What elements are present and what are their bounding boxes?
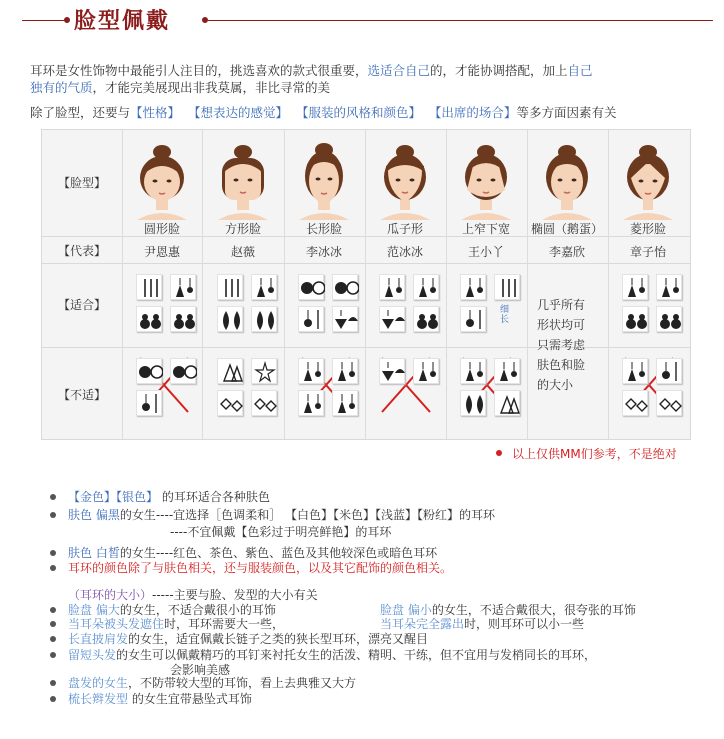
intro-text: 的，才能协调搭配，加上 xyxy=(430,63,568,78)
face-illustration-diamond xyxy=(615,140,681,220)
row-label-representative: 【代表】 xyxy=(57,244,106,258)
oval-note xyxy=(537,295,605,395)
earring-unsuitable-icon xyxy=(136,390,162,416)
face-name-square: 方形脸 xyxy=(224,222,261,236)
bullet-updo xyxy=(68,674,356,691)
bullet-dot-icon xyxy=(496,450,502,456)
earring-unsuitable-icon xyxy=(460,358,486,384)
earring-suitable-icon xyxy=(332,274,358,300)
representative-name: 王小丫 xyxy=(467,245,504,259)
earring-suitable-icon xyxy=(217,274,243,300)
factor-personality: 【性格】 xyxy=(130,105,181,120)
title-dot-left xyxy=(64,17,70,23)
bullet-dot-icon xyxy=(50,550,56,556)
bullet-dot-icon xyxy=(50,607,56,613)
title-bar xyxy=(0,4,724,34)
highlight: 长直披肩发 xyxy=(68,632,129,646)
representative-name: 章子怡 xyxy=(629,245,666,259)
intro-highlight: 选适合自己 xyxy=(367,63,431,78)
highlight: 当耳朵被头发遮住 xyxy=(68,617,165,631)
text: 的女生----宜选择［色调柔和］ 【白色】【米色】【浅蓝】【粉红】的耳环 xyxy=(119,508,495,522)
bullet-dot-icon xyxy=(50,512,56,518)
face-illustration-long xyxy=(291,140,357,220)
highlight: 肤色 白皙 xyxy=(68,546,120,560)
earring-unsuitable-icon xyxy=(494,358,520,384)
earring-suitable-icon xyxy=(413,306,439,332)
bullet-dot-icon xyxy=(50,636,56,642)
intro-paragraph xyxy=(30,62,690,96)
bullet-dot-icon xyxy=(50,696,56,702)
highlight: 盘发的女生 xyxy=(68,676,129,690)
highlight: 脸盘 偏大 xyxy=(68,603,120,617)
note-line: 只需考虑 xyxy=(537,338,586,352)
text: 的女生可以佩戴精巧的耳钉来衬托女生的活泼、精明、干练，但不宜用与发梢同长的耳环， xyxy=(116,648,597,662)
earring-unsuitable-icon xyxy=(251,390,277,416)
text: -----主要与脸、发型的大小有关 xyxy=(152,588,318,602)
highlight: 当耳朵完全露出 xyxy=(380,617,465,631)
note-line: 的大小 xyxy=(537,378,574,392)
table-divider xyxy=(202,130,203,439)
table-divider xyxy=(608,130,609,439)
earring-suitable-icon xyxy=(379,306,405,332)
highlight: 留短头发 xyxy=(68,648,117,662)
face-illustration-melon-seed xyxy=(372,140,438,220)
earring-unsuitable-icon xyxy=(413,358,439,384)
text: 时，则耳环可以小一些 xyxy=(464,617,585,631)
intro-highlight: 自己 xyxy=(567,63,593,78)
face-illustration-round xyxy=(129,140,195,220)
earring-unsuitable-icon xyxy=(217,390,243,416)
bullet-color-note: 耳环的颜色除了与肤色相关，还与服装颜色，以及其它配饰的颜色相关。 xyxy=(68,561,453,575)
bullet-dot-icon xyxy=(50,652,56,658)
note-line: 几乎所有 xyxy=(537,298,586,312)
table-divider xyxy=(284,130,285,439)
earring-unsuitable-icon xyxy=(656,358,682,384)
face-name-long: 长形脸 xyxy=(305,222,342,236)
representative-name: 赵薇 xyxy=(230,245,255,259)
earring-unsuitable-icon xyxy=(379,358,405,384)
earring-unsuitable-icon xyxy=(298,358,324,384)
bullet-long-hair xyxy=(68,630,428,647)
text: 的耳环适合各种肤色 xyxy=(158,490,270,504)
earring-suitable-icon xyxy=(413,274,439,300)
text: 的女生----红色、茶色、紫色、蓝色及其他较深色或暗色耳环 xyxy=(119,546,438,560)
earring-unsuitable-icon xyxy=(622,358,648,384)
earring-suitable-icon xyxy=(460,306,486,332)
text: 的女生，适宜佩戴长链子之类的狭长型耳环，漂亮又醒目 xyxy=(128,632,429,646)
earring-suitable-icon xyxy=(298,306,324,332)
table-divider xyxy=(42,263,690,264)
intro-text: 耳环是女性饰物中最能引人注目的，挑选喜欢的款式很重要， xyxy=(30,63,368,78)
representative-name: 李冰冰 xyxy=(305,245,342,259)
representative-name: 李嘉欣 xyxy=(548,245,585,259)
row-label-face: 【脸型】 xyxy=(57,176,106,190)
face-name-diamond: 菱形脸 xyxy=(629,222,666,236)
earring-suitable-icon xyxy=(656,306,682,332)
bullet-short-hair-cont: 会影响美感 xyxy=(170,663,231,677)
bullet-dot-icon xyxy=(50,565,56,571)
disclaimer xyxy=(496,445,696,462)
earring-suitable-icon xyxy=(251,274,277,300)
earring-suitable-icon xyxy=(379,274,405,300)
earring-suitable-icon xyxy=(656,274,682,300)
earring-unsuitable-icon xyxy=(622,390,648,416)
bullet-dot-icon xyxy=(50,680,56,686)
bullet-metal-colors xyxy=(68,488,270,505)
representative-name: 范冰冰 xyxy=(386,245,423,259)
earring-unsuitable-icon xyxy=(251,358,277,384)
earring-unsuitable-icon xyxy=(494,390,520,416)
title-rule-right xyxy=(208,20,713,21)
text: 的女生，不适合戴很小的耳饰 xyxy=(119,603,276,617)
bullet-dark-skin xyxy=(68,506,495,523)
earring-unsuitable-icon xyxy=(332,390,358,416)
bullet-braid xyxy=(68,690,252,707)
earring-suitable-icon xyxy=(332,306,358,332)
disclaimer-text: 以上仅供MM们参考，不是绝对 xyxy=(512,447,677,461)
bullet-short-hair xyxy=(68,646,596,663)
icon-caption: 细长 xyxy=(500,305,510,325)
highlight: 脸盘 偏小 xyxy=(380,603,432,617)
page-title: 脸型佩戴 xyxy=(74,8,171,34)
face-illustration-square xyxy=(210,140,276,220)
intro-text: 除了脸型，还要与 xyxy=(30,105,131,120)
note-line: 形状均可 xyxy=(537,318,586,332)
earring-suitable-icon xyxy=(622,274,648,300)
face-name-oval: 椭圆（鹅蛋） xyxy=(530,222,603,236)
earring-suitable-icon xyxy=(217,306,243,332)
earring-suitable-icon xyxy=(298,274,324,300)
earring-unsuitable-icon xyxy=(332,358,358,384)
intro-text: 等多方面因素有关 xyxy=(516,105,617,120)
earring-suitable-icon xyxy=(622,306,648,332)
bullet-dot-icon xyxy=(50,494,56,500)
row-label-unsuitable: 【不适】 xyxy=(57,388,106,402)
earring-unsuitable-icon xyxy=(136,358,162,384)
earring-suitable-icon xyxy=(251,306,277,332)
table-divider xyxy=(527,130,528,439)
text: ，不防带较大型的耳饰，看上去典雅又大方 xyxy=(128,676,357,690)
earring-unsuitable-icon xyxy=(656,390,682,416)
earring-suitable-icon xyxy=(170,274,196,300)
text: 的女生，不适合戴很大，很夸张的耳饰 xyxy=(431,603,636,617)
table-divider xyxy=(122,130,123,439)
face-name-melon-seed: 瓜子形 xyxy=(386,222,423,236)
face-name-round: 圆形脸 xyxy=(143,222,180,236)
earring-unsuitable-icon xyxy=(170,358,196,384)
earring-unsuitable-icon xyxy=(460,390,486,416)
face-illustration-oval xyxy=(534,140,600,220)
title-rule-left xyxy=(22,20,66,21)
earring-suitable-icon xyxy=(494,274,520,300)
intro-factors xyxy=(30,103,700,121)
text: 的女生宜带悬坠式耳饰 xyxy=(128,692,252,706)
row-label-suitable: 【适合】 xyxy=(57,298,106,312)
earring-unsuitable-icon xyxy=(217,358,243,384)
intro-highlight: 独有的气质 xyxy=(30,80,93,95)
earring-suitable-icon xyxy=(170,306,196,332)
face-name-narrow-top: 上窄下宽 xyxy=(461,222,510,236)
highlight: 梳长辫发型 xyxy=(68,692,129,706)
earring-suitable-icon xyxy=(136,274,162,300)
highlight: 肤色 偏黑 xyxy=(68,508,120,522)
factor-occasion: 【出席的场合】 xyxy=(428,105,517,120)
earring-unsuitable-icon xyxy=(298,390,324,416)
table-divider xyxy=(446,130,447,439)
text: 时，耳环需要大一些， xyxy=(164,617,285,631)
highlight: 【金色】【银色】 xyxy=(68,490,159,504)
representative-name: 尹恩惠 xyxy=(143,245,180,259)
table-divider xyxy=(365,130,366,439)
earring-suitable-icon xyxy=(460,274,486,300)
earring-suitable-icon xyxy=(136,306,162,332)
intro-text: ，才能完美展现出非我莫属，非比寻常的美 xyxy=(92,80,331,95)
note-line: 肤色和脸 xyxy=(537,358,586,372)
face-illustration-narrow-top xyxy=(453,140,519,220)
bullet-dot-icon xyxy=(50,621,56,627)
highlight: （耳环的大小） xyxy=(68,588,153,602)
factor-clothing: 【服装的风格和颜色】 xyxy=(295,105,421,120)
factor-feeling: 【想表达的感觉】 xyxy=(187,105,288,120)
bullet-dark-skin-avoid: ----不宜佩戴【色彩过于明亮鲜艳】的耳环 xyxy=(170,525,392,539)
